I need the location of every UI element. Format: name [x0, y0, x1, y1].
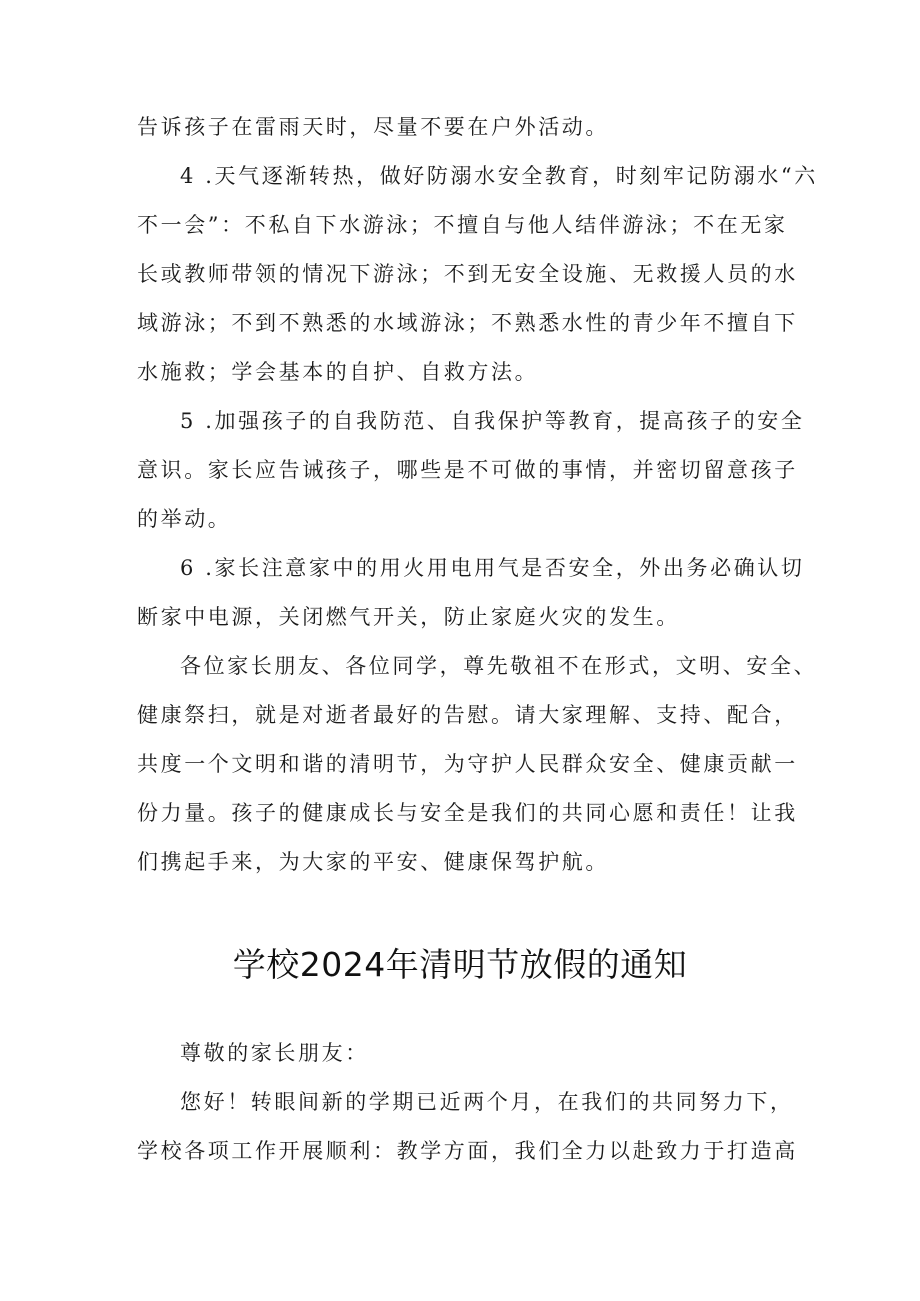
closing-paragraph-line: 们携起手来，为大家的平安、健康保驾护航。	[137, 850, 609, 874]
body-text-line: 告诉孩子在雷雨天时，尽量不要在户外活动。	[137, 115, 609, 139]
greeting-paragraph-line: 您好！转眼间新的学期已近两个月，在我们的共同努力下，	[180, 1090, 794, 1114]
closing-paragraph-line: 份力量。孩子的健康成长与安全是我们的共同心愿和责任！让我	[137, 801, 798, 825]
closing-paragraph-line: 健康祭扫，就是对逝者最好的告慰。请大家理解、支持、配合，	[137, 703, 798, 727]
list-item-4-line: 长或教师带领的情况下游泳；不到无安全设施、无救援人员的水	[137, 262, 798, 286]
list-item-5-line: 的举动。	[137, 507, 232, 531]
greeting-paragraph-line: 学校各项工作开展顺利：教学方面，我们全力以赴致力于打造高	[137, 1139, 798, 1163]
closing-paragraph-line: 共度一个文明和谐的清明节，为守护人民群众安全、健康贡献一	[137, 752, 798, 776]
list-item-5-line: 意识。家长应告诫孩子，哪些是不可做的事情，并密切留意孩子	[137, 458, 798, 482]
list-item-6-line: 断家中电源，关闭燃气开关，防止家庭火灾的发生。	[137, 605, 680, 629]
list-item-5-line: 5 .加强孩子的自我防范、自我保护等教育，提高孩子的安全	[180, 409, 805, 433]
list-item-4-line: 域游泳；不到不熟悉的水域游泳；不熟悉水性的青少年不擅自下	[137, 311, 798, 335]
section-title: 学校2024年清明节放假的通知	[232, 945, 688, 984]
list-item-4-line: 不一会”：不私自下水游泳；不擅自与他人结伴游泳；不在无家	[137, 213, 788, 237]
list-item-6-line: 6 .家长注意家中的用火用电用气是否安全，外出务必确认切	[180, 556, 805, 580]
closing-paragraph-line: 各位家长朋友、各位同学，尊先敬祖不在形式，文明、安全、	[180, 654, 818, 678]
list-item-4-line: 水施救；学会基本的自护、自救方法。	[137, 360, 539, 384]
list-item-4-line: 4 .天气逐渐转热，做好防溺水安全教育，时刻牢记防溺水“六	[180, 164, 818, 188]
salutation: 尊敬的家长朋友：	[180, 1041, 369, 1065]
